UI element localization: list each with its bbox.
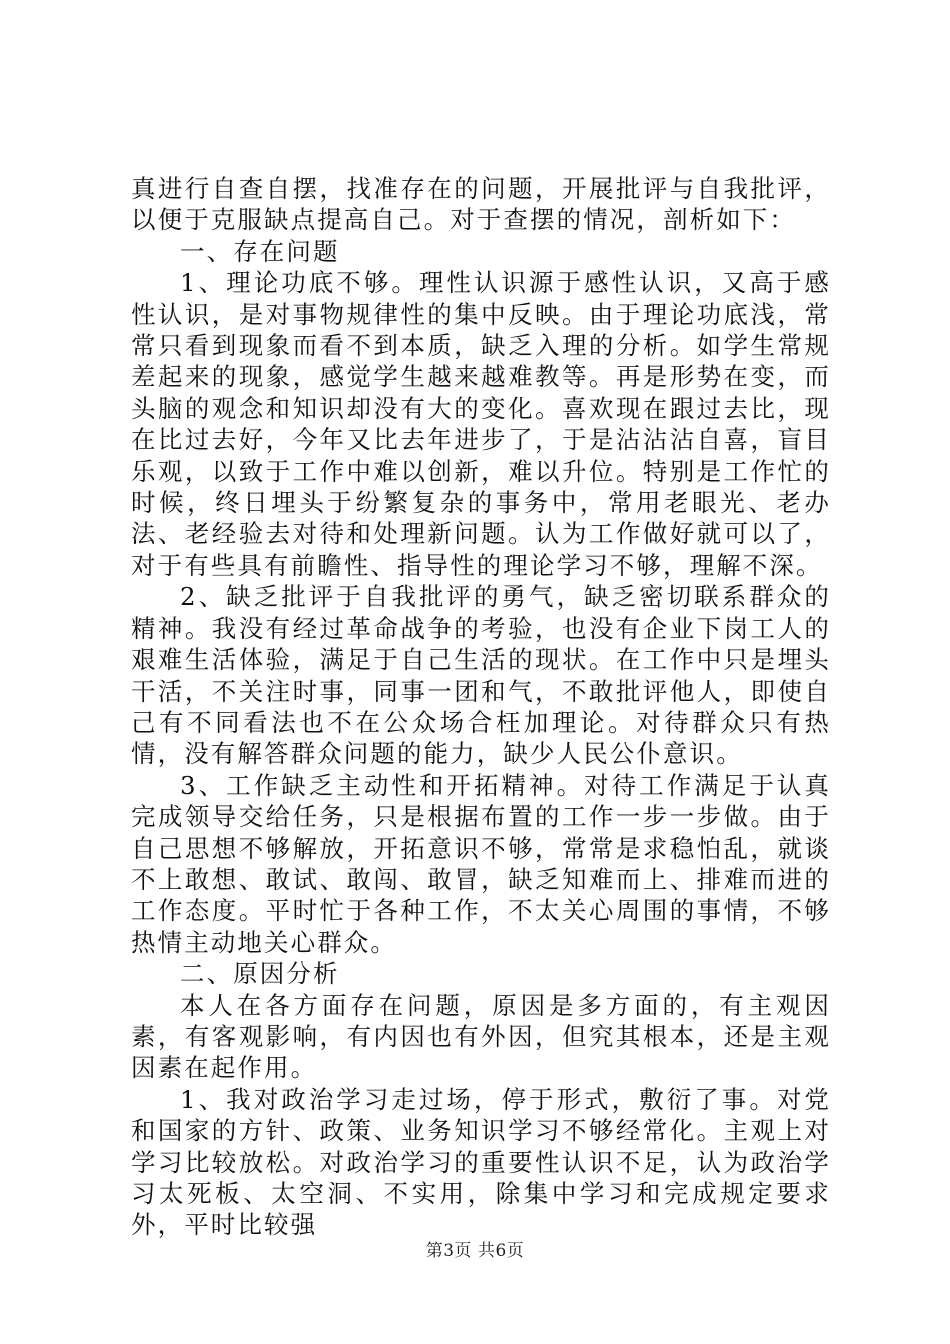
paragraph-causes-intro: 本人在各方面存在问题，原因是多方面的，有主观因素，有客观影响，有内因也有外因，但究其根本，还是主观因素在起作用。 bbox=[131, 990, 831, 1083]
paragraph-problem-2: 2、缺乏批评于自我批评的勇气，缺乏密切联系群众的精神。我没有经过革命战争的考验，也没有企业下岗工人的艰难生活体验，满足于自己生活的现状。在工作中只是埋头干活，不关注时事，同事一团和气，不敢批评他人，即使自己有不同看法也不在公众场合枉加理论。对待群众只有热情，没有解答群众问题的能力，缺少人民公仆意识。 bbox=[131, 582, 831, 769]
section-heading-causes: 二、原因分析 bbox=[180, 959, 340, 989]
paragraph-problem-1: 1、理论功底不够。理性认识源于感性认识，又高于感性认识，是对事物规律性的集中反映。由于理论功底浅，常常只看到现象而看不到本质，缺乏入理的分析。如学生常规差起来的现象，感觉学生越来越难教等。再是形势在变，而头脑的观念和知识却没有大的变化。喜欢现在跟过去比，现在比过去好，今年又比去年进步了，于是沾沾沾自喜，盲目乐观，以致于工作中难以创新，难以升位。特别是工作忙的时候，终日埋头于纷繁复杂的事务中，常用老眼光、老办法、老经验去对待和处理新问题。认为工作做好就可以了，对于有些具有前瞻性、指导性的理论学习不够，理解不深。 bbox=[131, 268, 831, 580]
paragraph-continuation: 真进行自查自摆，找准存在的问题，开展批评与自我批评，以便于克服缺点提高自己。对于查摆的情况，剖析如下： bbox=[131, 174, 831, 235]
paragraph-problem-3: 3、工作缺乏主动性和开拓精神。对待工作满足于认真完成领导交给任务，只是根据布置的工作一步一步做。由于自己思想不够解放，开拓意识不够，常常是求稳怕乱，就谈不上敢想、敢试、敢闯、敢冒，缺乏知难而上、排难而进的工作态度。平时忙于各种工作，不太关心周围的事情，不够热情主动地关心群众。 bbox=[131, 770, 831, 957]
document-body bbox=[131, 173, 831, 1241]
page-number-footer: 第3页 共6页 bbox=[425, 1241, 525, 1261]
section-heading-problems: 一、存在问题 bbox=[180, 236, 340, 266]
paragraph-cause-1: 1、我对政治学习走过场，停于形式，敷衍了事。对党和国家的方针、政策、业务知识学习不够经常化。主观上对学习比较放松。对政治学习的重要性认识不足，认为政治学习太死板、太空洞、不实用，除集中学习和完成规定要求外，平时比较强 bbox=[131, 1084, 831, 1240]
